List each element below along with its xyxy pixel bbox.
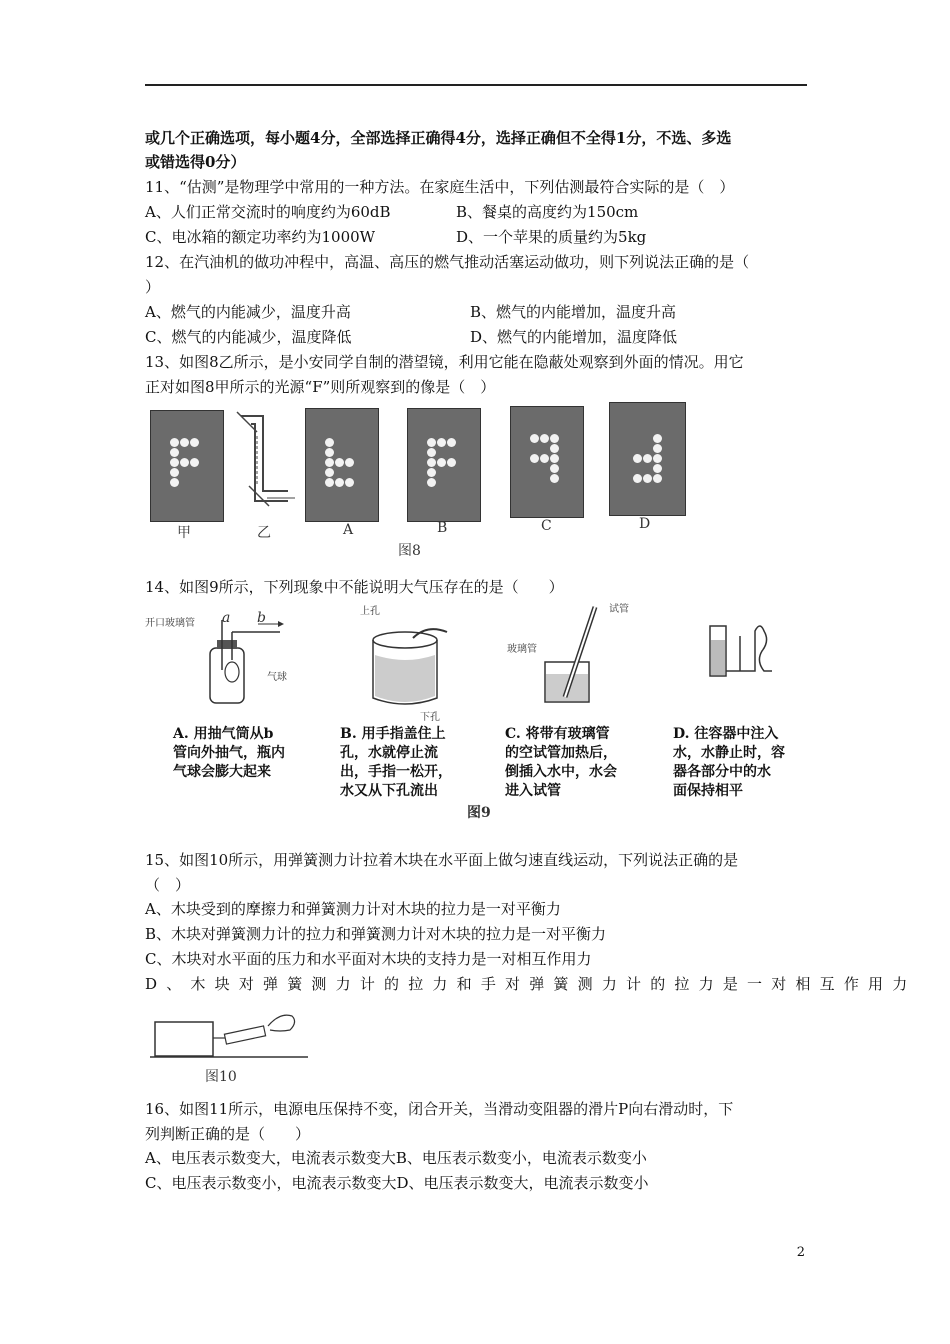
q13-stem-line-2: 正对如图8甲所示的光源“F”则所观察到的像是（ ）: [145, 378, 496, 396]
bottle-apparatus: [200, 610, 310, 710]
header-rule: [145, 84, 807, 86]
label-c: C: [541, 518, 552, 534]
label-a-tube: a: [222, 610, 231, 626]
q16-options-line-1: A、电压表示数变大，电流表示数变大B、电压表示数变小，电流表示数变小: [145, 1149, 647, 1167]
label-a: A: [343, 522, 354, 538]
spring-scale-block: [150, 1000, 310, 1062]
label-jia: 甲: [177, 525, 191, 541]
q11-option-b: B、餐桌的高度约为150cm: [456, 203, 639, 221]
q12-option-b: B、燃气的内能增加，温度升高: [470, 303, 677, 321]
figure-8-caption: 图8: [398, 543, 421, 559]
label-upper-hole: 上孔: [360, 606, 380, 617]
q15-stem-line-1: 15、如图10所示，用弹簧测力计拉着木块在水平面上做匀速直线运动，下列说法正确的是: [145, 851, 739, 869]
figure-10-caption: 图10: [205, 1069, 237, 1085]
q15-option-d: D、木块对弹簧测力计的拉力和手对弹簧测力计的拉力是一对相互作用力: [145, 975, 917, 993]
label-lower-hole: 下孔: [420, 712, 440, 723]
q12-option-c: C、燃气的内能减少，温度降低: [145, 328, 352, 346]
q13-stem-line-1: 13、如图8乙所示，是小安同学自制的潜望镜，利用它能在隐蔽处观察到外面的情况。用它: [145, 353, 744, 371]
figure-8: [145, 400, 695, 560]
q14-stem: 14、如图9所示，下列现象中不能说明大气压存在的是（ ）: [145, 578, 564, 596]
jar-apparatus: [365, 610, 465, 720]
figure-9: [145, 600, 805, 825]
q11-stem: 11、“估测”是物理学中常用的一种方法。在家庭生活中，下列估测最符合实际的是（ ）: [145, 178, 735, 196]
q15-option-c: C、木块对水平面的压力和水平面对木块的支持力是一对相互作用力: [145, 950, 592, 968]
label-glass-tube: 玻璃管: [507, 644, 537, 655]
q12-stem-line-1: 12、在汽油机的做功冲程中，高温、高压的燃气推动活塞运动做功，则下列说法正确的是（: [145, 253, 750, 271]
caption-a: A. 用抽气筒从b 管向外抽气，瓶内 气球会膨大起来: [173, 726, 285, 780]
page-number: 2: [796, 1245, 805, 1260]
label-yi: 乙: [257, 525, 271, 541]
q15-stem-line-2: （ ）: [145, 876, 191, 894]
q15-option-a: A、木块受到的摩擦力和弹簧测力计对木块的拉力是一对平衡力: [145, 900, 561, 918]
q16-stem-line-1: 16、如图11所示，电源电压保持不变，闭合开关，当滑动变阻器的滑片P向右滑动时，下: [145, 1100, 734, 1118]
q11-option-a: A、人们正常交流时的响度约为60dB: [145, 203, 391, 221]
q11-option-c: C、电冰箱的额定功率约为1000W: [145, 228, 376, 246]
q11-option-d: D、一个苹果的质量约为5kg: [456, 228, 647, 246]
caption-d: D. 往容器中注入 水，水静止时，容 器各部分中的水 面保持相平: [673, 726, 785, 799]
label-b: B: [437, 520, 448, 536]
q12-option-d: D、燃气的内能增加，温度降低: [470, 328, 678, 346]
periscope-diagram: [233, 406, 303, 526]
q16-options-line-2: C、电压表示数变小，电流表示数变大D、电压表示数变大，电流表示数变小: [145, 1174, 649, 1192]
caption-c: C. 将带有玻璃管 的空试管加热后， 倒插入水中，水会 进入试管: [505, 726, 617, 799]
instruction-line-2: 或错选得0分）: [145, 153, 246, 171]
connected-vessels: [700, 616, 790, 706]
label-open-tube: 开口玻璃管: [145, 618, 195, 629]
instruction-line-1: 或几个正确选项，每小题4分，全部选择正确得4分，选择正确但不全得1分，不选、多选: [145, 129, 732, 147]
label-d: D: [639, 516, 651, 532]
label-test-tube: 试管: [609, 604, 629, 615]
figure-10: [150, 1000, 310, 1090]
label-b-tube: b: [257, 610, 266, 626]
q12-option-a: A、燃气的内能减少，温度升高: [145, 303, 351, 321]
q12-stem-line-2: ）: [145, 278, 161, 296]
caption-b: B. 用手指盖住上 孔，水就停止流 出，手指一松开， 水又从下孔流出: [340, 726, 452, 799]
q16-stem-line-2: 列判断正确的是（ ）: [145, 1125, 311, 1143]
test-tube-apparatus: [535, 602, 645, 712]
label-balloon: 气球: [267, 672, 287, 683]
figure-9-caption: 图9: [467, 805, 491, 821]
q15-option-b: B、木块对弹簧测力计的拉力和弹簧测力计对木块的拉力是一对平衡力: [145, 925, 607, 943]
